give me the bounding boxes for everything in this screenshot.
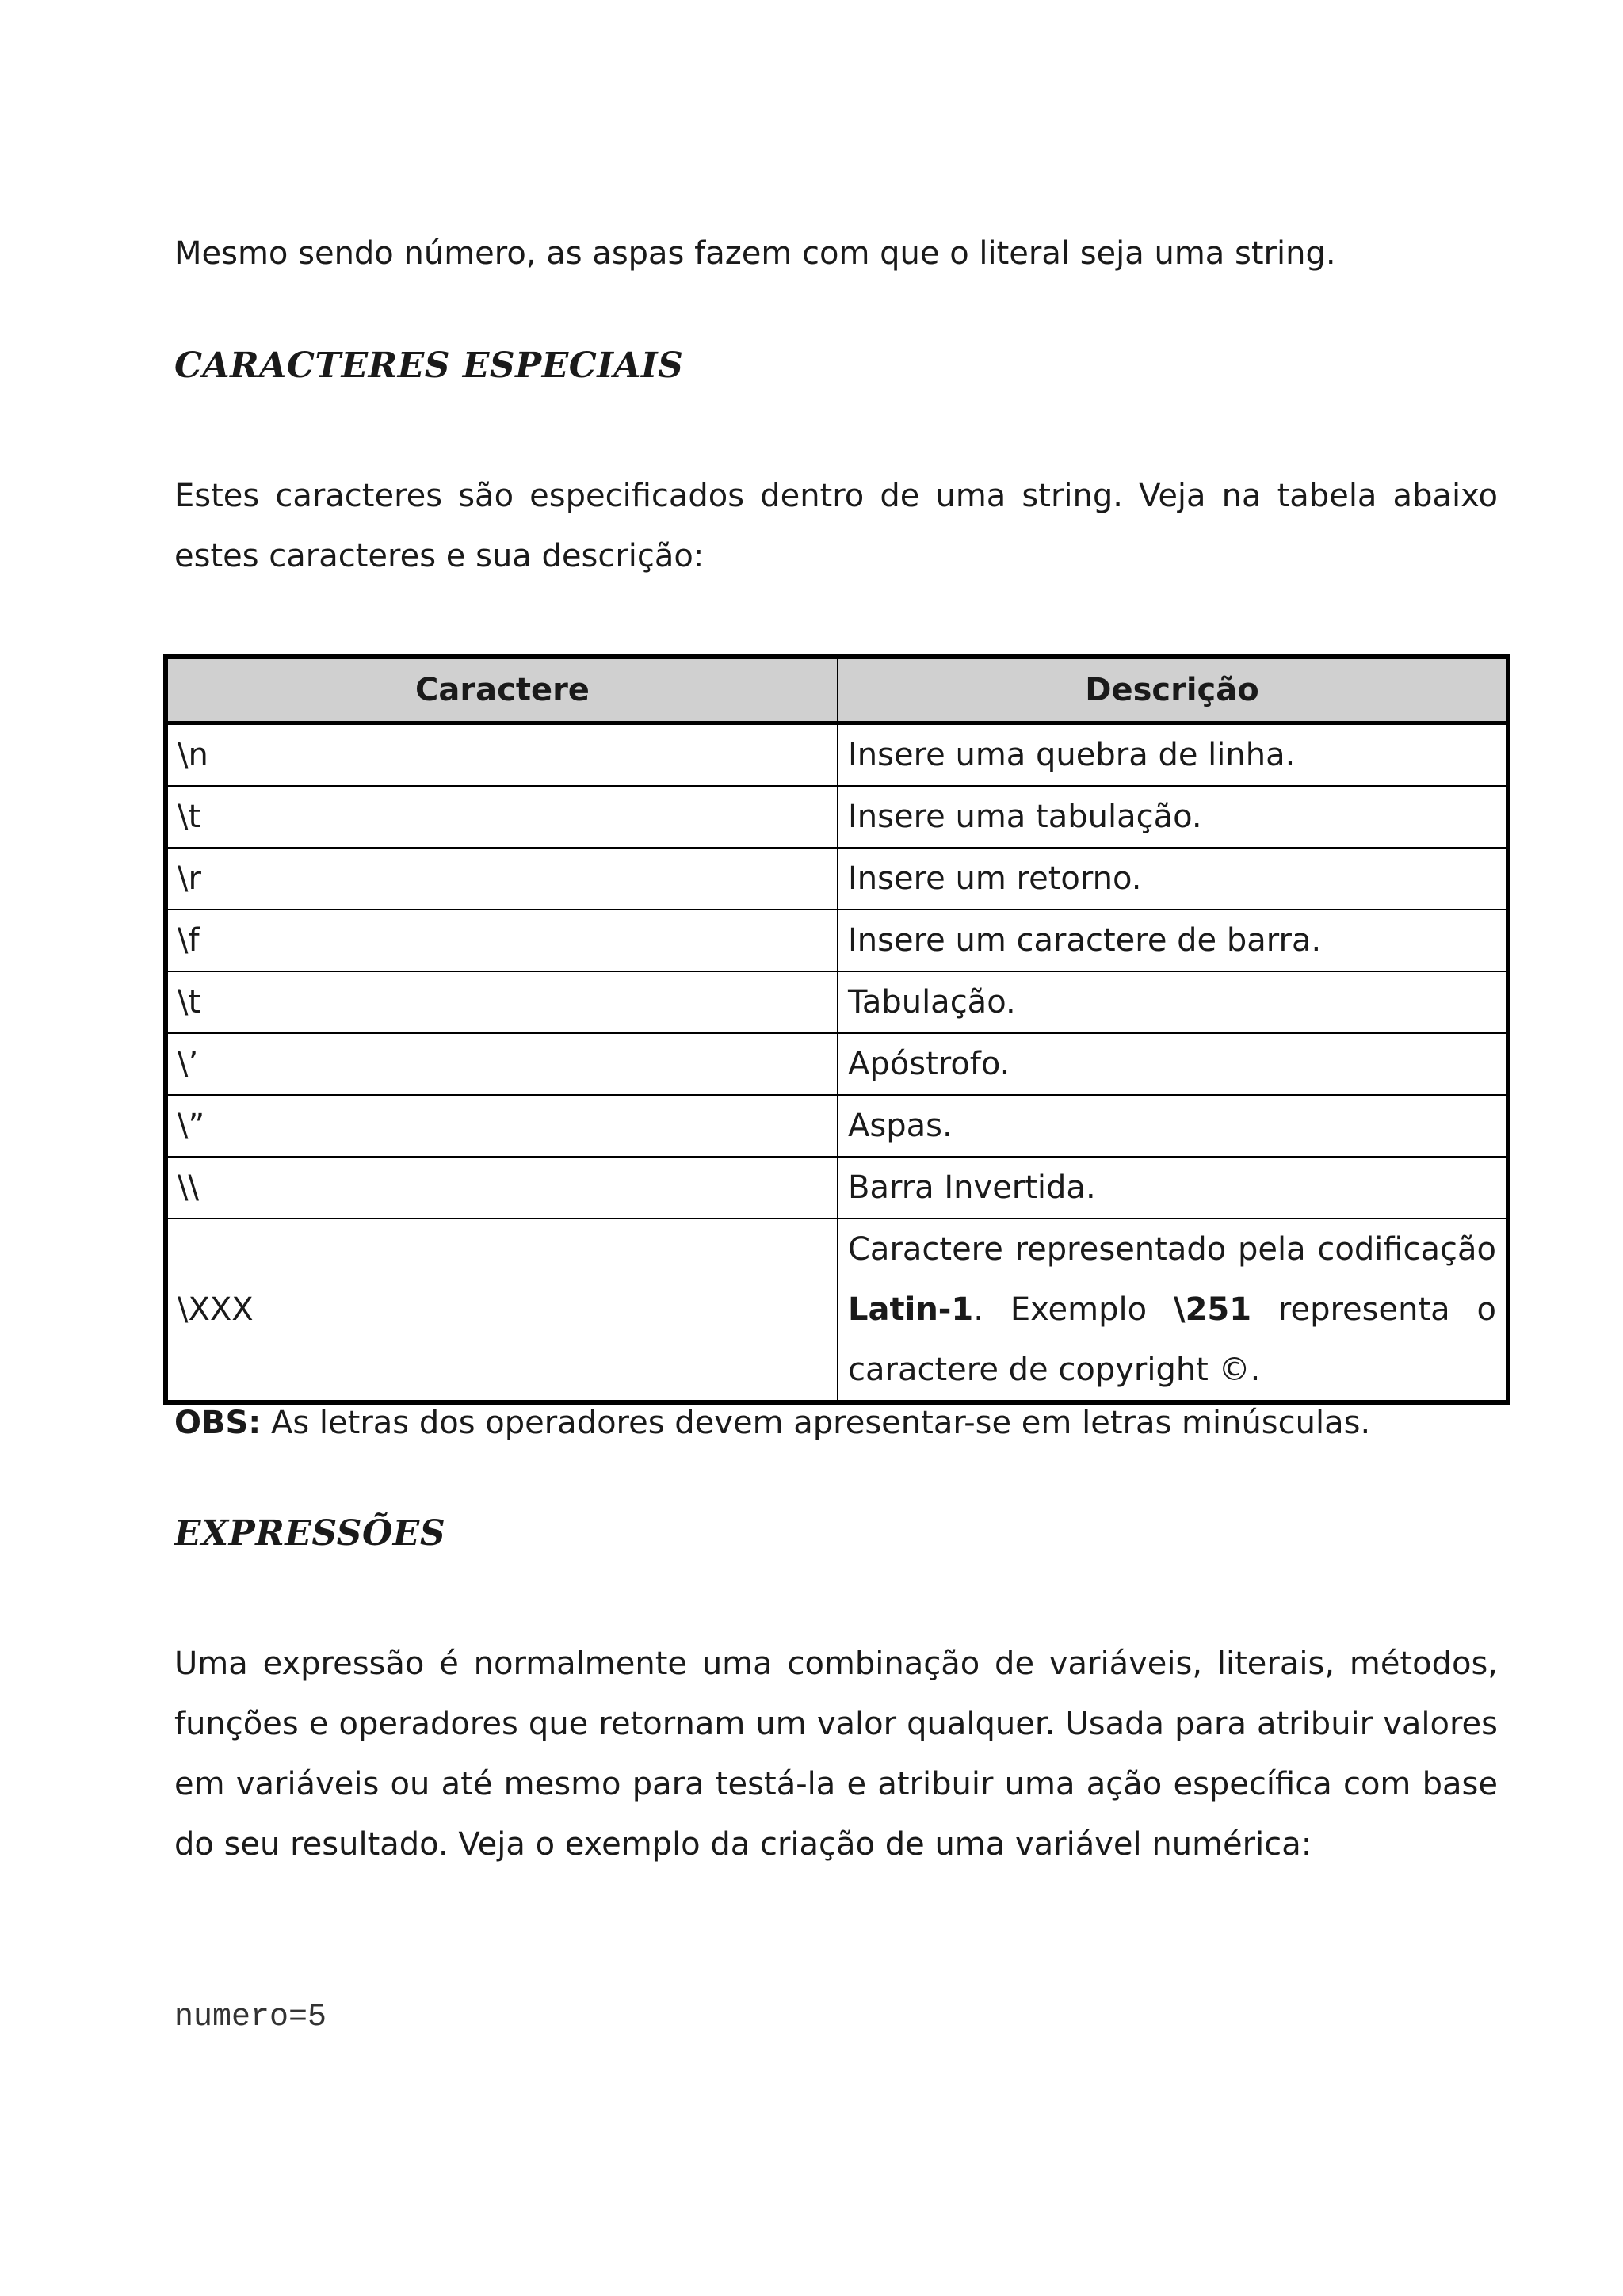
table-cell-desc: Barra Invertida. bbox=[838, 1157, 1508, 1219]
table-cell-char: \n bbox=[166, 723, 838, 787]
table-cell-char: \f bbox=[166, 910, 838, 971]
table-row bbox=[166, 910, 1508, 971]
table-cell-char: \\ bbox=[166, 1157, 838, 1219]
desc-bold-code: \251 bbox=[1173, 1291, 1252, 1328]
table-header-row bbox=[166, 657, 1508, 723]
desc-text: representa o caractere de copyright ©. bbox=[848, 1291, 1496, 1388]
section-heading-caracteres-especiais: CARACTERES ESPECIAIS bbox=[174, 345, 684, 386]
table-cell-desc: Insere uma tabulação. bbox=[838, 786, 1508, 848]
table-cell-char: \r bbox=[166, 848, 838, 910]
table-cell-char: \t bbox=[166, 786, 838, 848]
table-cell-desc: Tabulação. bbox=[838, 971, 1508, 1033]
section1-paragraph: Estes caracteres são especificados dentro de uma string. Veja na tabela abaixo estes caracteres e sua descrição: bbox=[174, 478, 1498, 574]
table-row bbox=[166, 848, 1508, 910]
table-row bbox=[166, 1095, 1508, 1157]
desc-text: . Exemplo bbox=[973, 1291, 1174, 1328]
table-cell-char: \t bbox=[166, 971, 838, 1033]
table-header-descricao: Descrição bbox=[838, 657, 1508, 723]
special-characters-table bbox=[163, 654, 1510, 1405]
table-row-latin1 bbox=[166, 1219, 1508, 1402]
intro-line: Mesmo sendo número, as aspas fazem com que o literal seja uma string. bbox=[174, 235, 1336, 272]
code-example: numero=5 bbox=[174, 2000, 327, 2035]
table-row bbox=[166, 1157, 1508, 1219]
table-row bbox=[166, 723, 1508, 787]
table-cell-char: \’ bbox=[166, 1033, 838, 1095]
desc-bold-latin1: Latin-1 bbox=[848, 1291, 974, 1328]
table-cell-desc: Apóstrofo. bbox=[838, 1033, 1508, 1095]
table-cell-char: \XXX bbox=[166, 1219, 838, 1402]
section2-paragraph: Uma expressão é normalmente uma combinação de variáveis, literais, métodos, funções e operadores que retornam um valor qualquer. Usada para atribuir valores em variáveis ou até mesmo para testá-la e atribuir uma ação específica com base do seu resultado. Veja o exemplo da criação de uma variável numérica: bbox=[174, 1646, 1498, 1863]
table-cell-desc: Insere um caractere de barra. bbox=[838, 910, 1508, 971]
table-cell-char: \” bbox=[166, 1095, 838, 1157]
obs-text: As letras dos operadores devem apresentar-se em letras minúsculas. bbox=[261, 1405, 1371, 1441]
table-cell-desc: Aspas. bbox=[838, 1095, 1508, 1157]
obs-note bbox=[174, 1393, 1370, 1453]
table-cell-desc: Insere um retorno. bbox=[838, 848, 1508, 910]
desc-text: Caractere representado pela codificação bbox=[848, 1231, 1496, 1268]
table-header-caractere: Caractere bbox=[166, 657, 838, 723]
obs-label: OBS: bbox=[174, 1405, 262, 1441]
table-cell-desc: Insere uma quebra de linha. bbox=[838, 723, 1508, 787]
section-heading-expressoes: EXPRESSÕES bbox=[174, 1513, 446, 1554]
table-row bbox=[166, 786, 1508, 848]
table-cell-desc-latin1 bbox=[838, 1219, 1508, 1402]
table-row bbox=[166, 971, 1508, 1033]
table-row bbox=[166, 1033, 1508, 1095]
